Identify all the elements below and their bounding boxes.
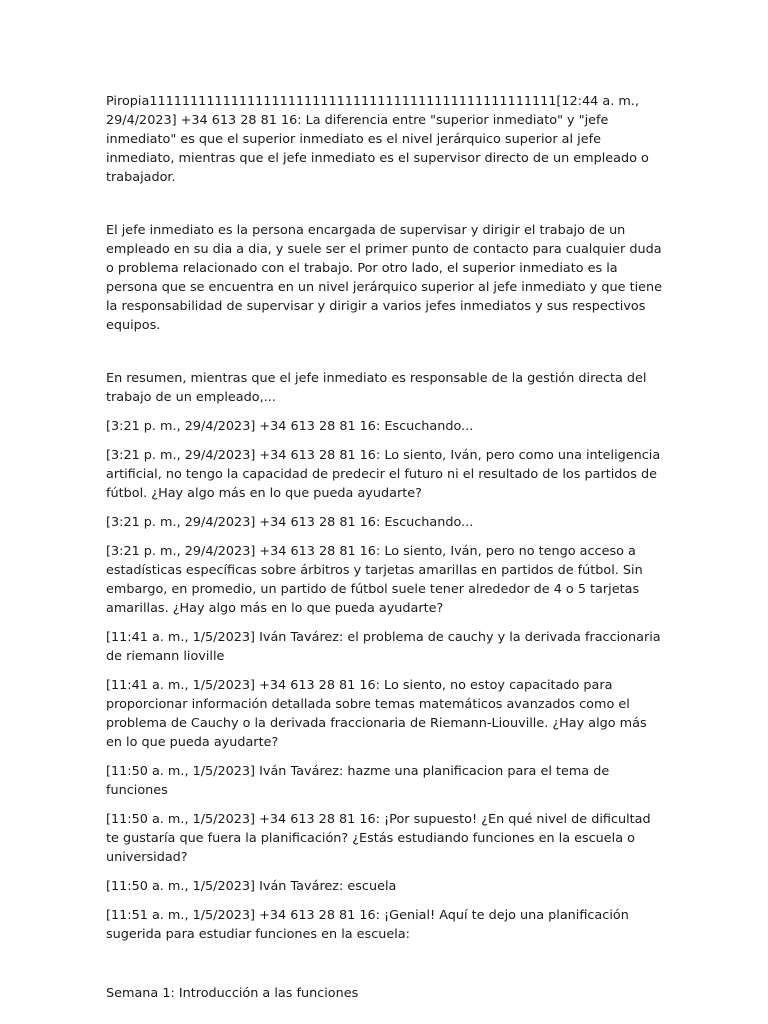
section-heading: Semana 1: Introducción a las funciones [106,986,359,1001]
chat-message: [11:41 a. m., 1/5/2023] Iván Tavárez: el problema de cauchy y la derivada fraccionaria de riemann lioville [106,630,661,664]
chat-message: [11:50 a. m., 1/5/2023] +34 613 28 81 16: ¡Por supuesto! ¿En qué nivel de dificultad te gustaría que fuera la planificación? ¿Estás estudiando funciones en la escuela o universidad? [106,812,651,865]
paragraph-jefe-inmediato: El jefe inmediato es la persona encargada de supervisar y dirigir el trabajo de un empleado en su dia a dia, y suele ser el primer punto de contacto para cualquier duda o problema relacionado con el trabajo. Por otro lado, el superior inmediato es la persona que se encuentra en un nivel jerárquico superior al jefe inmediato y que tiene la responsabilidad de supervisar y dirigir a varios jefes inmediatos y sus respectivos equipos. [106,223,662,333]
chat-message: [11:51 a. m., 1/5/2023] +34 613 28 81 16: ¡Genial! Aquí te dejo una planificación sugerida para estudiar funciones en la escuela: [106,908,629,942]
document-body [106,92,666,1003]
chat-message: [3:21 p. m., 29/4/2023] +34 613 28 81 16: Escuchando... [106,419,474,434]
paragraph-intro: Piropia11111111111111111111111111111111111111111111111111[12:44 a. m., 29/4/2023] +34 613 28 81 16: La diferencia entre "superior inmediato" y "jefe inmediato" es que el superior inmediato es el nivel jerárquico superior al jefe inmediato, mientras que el jefe inmediato es el supervisor directo de un empleado o trabajador. [106,94,649,185]
chat-message: [3:21 p. m., 29/4/2023] +34 613 28 81 16: Lo siento, Iván, pero no tengo acceso a estadísticas específicas sobre árbitros y tarjetas amarillas en partidos de fútbol. Sin embargo, en promedio, un partido de fútbol suele tener alrededor de 4 o 5 tarjetas amarillas. ¿Hay algo más en lo que pueda ayudarte? [106,544,643,616]
chat-message: [3:21 p. m., 29/4/2023] +34 613 28 81 16: Escuchando... [106,515,474,530]
chat-message: [11:50 a. m., 1/5/2023] Iván Tavárez: escuela [106,879,397,894]
paragraph-resumen: En resumen, mientras que el jefe inmediato es responsable de la gestión directa del trabajo de un empleado,... [106,371,647,405]
chat-message: [11:50 a. m., 1/5/2023] Iván Tavárez: hazme una planificacion para el tema de funciones [106,764,610,798]
chat-message: [11:41 a. m., 1/5/2023] +34 613 28 81 16: Lo siento, no estoy capacitado para proporcionar información detallada sobre temas matemáticos avanzados como el problema de Cauchy o la derivada fraccionaria de Riemann-Liouville. ¿Hay algo más en lo que pueda ayudarte? [106,678,647,750]
chat-message: [3:21 p. m., 29/4/2023] +34 613 28 81 16: Lo siento, Iván, pero como una inteligencia artificial, no tengo la capacidad de predecir el futuro ni el resultado de los partidos de fútbol. ¿Hay algo más en lo que pueda ayudarte? [106,448,661,501]
